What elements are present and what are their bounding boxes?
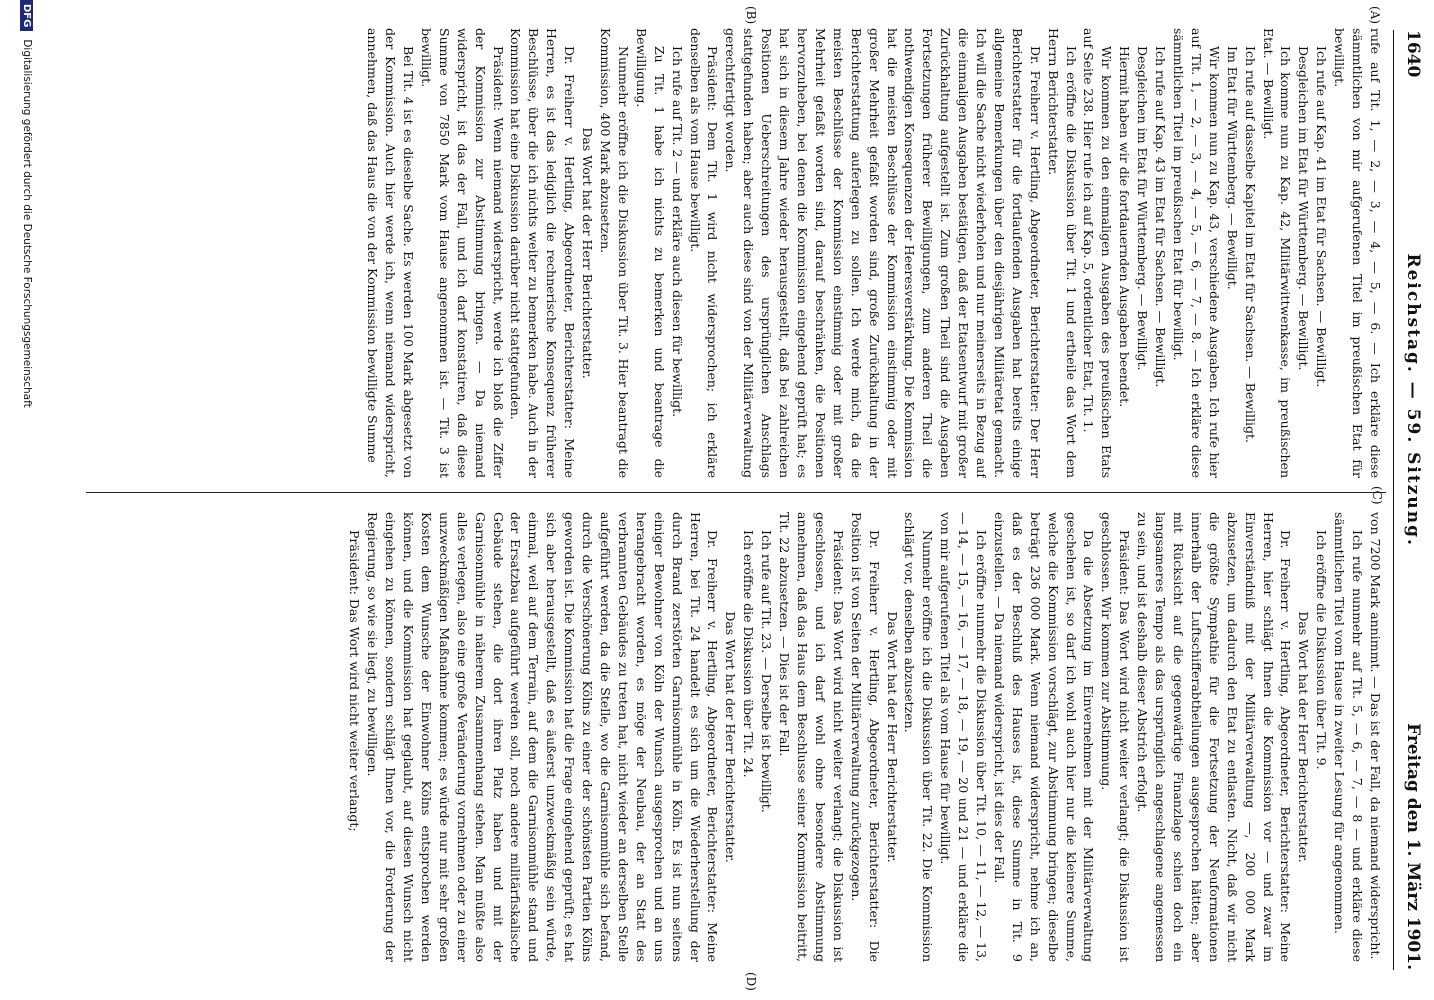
margin-mark-c: (C): [1370, 486, 1384, 505]
paragraph: Ich rufe auf Kap. 43 im Etat für Sachsen. — Bewilligt.: [1153, 46, 1169, 388]
paragraph: Zu Tit. 1 habe ich nichts zu bemerken und beantrage die Bewilligung.: [633, 28, 667, 478]
paragraph: Präsident: Das Wort wird nicht weiter verlangt; die Diskussion ist geschlossen, und ich darf wohl ohne besondere Abstimmung annehmen, daß das Haus dem Beschlusse seiner Kommission beitritt, Tit. 22 abzusetzen. — Dies ist der Fall.: [777, 512, 846, 962]
paragraph: Das Wort hat der Herr Berichterstatter.: [580, 127, 596, 379]
paragraph: Bei Tit. 4 ist es dieselbe Sache. Es werden 100 Mark abgesetzt von der Kommission. Auch hier werde ich, wenn niemand widerspricht, annehmen, daß das Haus die von der Kommission bewilligte Summe: [365, 28, 417, 478]
dfg-logo: DFG: [21, 0, 34, 31]
paragraph: Desgleichen im Etat für Württemberg. — Bewilligt.: [1135, 46, 1151, 371]
running-title: Reichstag. — 59. Sitzung.: [1403, 253, 1423, 547]
page-number: 1640: [1403, 30, 1423, 78]
left-column: [84, 28, 1384, 478]
paragraph: Dr. Freiherr v. Hertling, Abgeordneter, Berichterstatter: Meine Herren, es ist das lediglich die rechnerische Konsequenz früherer Beschlüsse, über die ich nichts weiter zu bemerken habe. Auch in der Kommission hat eine Diskussion darüber nicht stattgefunden.: [508, 28, 578, 478]
paragraph: Ich komme nun zu Kap. 42, Militärwittwenkasse, im preußischen Etat. — Bewilligt.: [1260, 28, 1294, 478]
paragraph: Präsident: Dem Tit. 1 wird nicht widersprochen; ich erkläre denselben als vom Hause bewilligt.: [687, 28, 721, 478]
paragraph: Im Etat für Württemberg. — Bewilligt.: [1224, 46, 1240, 290]
paragraph: rufe auf Tit. 1, — 2, — 3, — 4, — 5, — 6. — Ich erkläre diese sämmtlichen von mir aufgerufenen Titel im preußischen Etat für bewilligt.: [1332, 28, 1383, 478]
paragraph: Dr. Freiherr v. Hertling, Abgeordneter, Berichterstatter: Meine Herren, hier schlägt Ihnen die Kommission vor — und zwar im Einverständniß mit der Militärverwaltung —, 200 000 Mark abzusetzen, um dadurch den Etat zu entlasten. Nicht, daß wir nicht die größte Sympathie für die Fortsetzung der Neuformationen innerhalb der Luftschifferabtheilungen ausgesprochen hätten; aber mit Rücksicht auf die gegenwärtige Finanzlage schien doch ein langsameres Tempo als das ursprünglich angeschlagene angemessen zu sein, und ist deshalb dieser Abstrich erfolgt.: [1135, 512, 1294, 962]
paragraph: Das Wort hat der Herr Berichterstatter.: [1296, 611, 1312, 863]
paragraph: Präsident: Das Wort wird nicht weiter verlangt;: [347, 530, 363, 832]
margin-mark-d: (D): [744, 972, 758, 991]
digitization-credit: [12, 0, 42, 1000]
session-date: Freitag den 1. März 1901.: [1403, 723, 1423, 970]
paragraph: Ich eröffne die Diskussion über Tit. 24.: [741, 530, 757, 778]
paragraph: Wir kommen nun zu Kap. 43, verschiedene Ausgaben. Ich rufe hier auf Tit. 1, — 2, — 3, — 4, — 5, — 6, — 7, — 8. — Ich erkläre diese sämmtlichen Titel im preußischen Etat für bewilligt.: [1171, 28, 1222, 478]
paragraph: Da die Absetzung im Einvernehmen mit der Militärverwaltung geschehen ist, so darf ich wohl auch hier nur die kleinere Summe, welche die Kommission vorschlägt, zur Abstimmung bringen; dieselbe beträgt 236 000 Mark. Wenn niemand widerspricht, nehme ich an, daß es der Beschluß des Hauses ist, diese Summe in Tit. 9 einzustellen. — Da niemand widerspricht, ist dies der Fall.: [991, 512, 1097, 962]
paragraph: Ich rufe auf Tit. 2 — und erkläre auch diesen für bewilligt.: [669, 46, 685, 418]
credit-text: Digitalisierung gefördert durch die Deutsche Forschungsgemeinschaft: [21, 39, 33, 408]
paragraph: Ich eröffne die Diskussion über Tit. 9.: [1314, 530, 1330, 770]
paragraph: Nunmehr eröffne ich die Diskussion über Tit. 22. Die Kommission schlägt vor, denselben abzusetzen.: [902, 512, 936, 962]
paragraph: Wir kommen zu den einmaligen Ausgaben des preußischen Etats auf Seite 238. Hier rufe ich auf Kap. 5, ordentlicher Etat, Tit. 1.: [1081, 28, 1115, 478]
paragraph: Nunmehr eröffne ich die Diskussion über Tit. 3. Hier beantragt die Kommission, 400 Mark abzusetzen.: [598, 28, 631, 478]
paragraph: Das Wort hat der Herr Berichterstatter.: [723, 611, 739, 863]
paragraph: Präsident: Das Wort wird nicht weiter verlangt; die Diskussion ist geschlossen. Wir kommen zur Abstimmung.: [1099, 512, 1133, 962]
paragraph: Dr. Freiherr v. Hertling, Abgeordneter, Berichterstatter: Die Position ist von Seiten der Militärverwaltung zurückgezogen.: [848, 512, 882, 962]
right-column: [84, 512, 1384, 962]
paragraph: Das Wort hat der Herr Berichterstatter.: [884, 611, 900, 863]
paragraph: Dr. Freiherr v. Hertling, Abgeordneter, Berichterstatter: Der Herr Berichterstatter für die fortlaufenden Ausgaben hat bereits einige allgemeine Bemerkungen über den diesjährigen Militäretat gemacht. Ich will die Sache nicht wiederholen und nur meinerseits in Bezug auf die einmaligen Ausgaben bestätigen, daß der Etatsentwurf mit großer Zurückhaltung aufgestellt ist. Zum großen Theil sind die Ausgaben Fortsetzungen früherer Bewilligungen, zum anderen Theil die nothwendigen Konsequenzen der Heeresverstärkung. Die Kommission hat die meisten Beschlüsse der Kommission einstimmig oder mit großer Mehrheit gefaßt worden sind, große Zurückhaltung in der Berichterstattung auferlegen zu sollen. Ich werde mich, da die meisten Beschlüsse der Kommission einstimmig oder mit großer Mehrheit gefaßt worden sind, darauf beschränken, die Positionen hervorzuheben, bei denen die Kommission eingehend geprüft hat; es hat sich in diesem Jahre wieder herausgestellt, daß bei zahlreichen Positionen Ueberschreitungen des ursprünglichen Anschlags stattgefunden haben; aber auch diese sind von der Militärverwaltung gerechtfertigt worden.: [723, 28, 1043, 478]
margin-mark-b: (B): [744, 6, 758, 25]
page-header: [1400, 30, 1426, 970]
paragraph: Ich rufe auf Kap. 41 im Etat für Sachsen. — Bewilligt.: [1314, 46, 1330, 388]
paragraph: Ich rufe auf Tit. 23. — Derselbe ist bewilligt.: [759, 530, 775, 813]
paragraph: Ich eröffne die Diskussion über Tit. 1 und ertheile das Wort dem Herrn Berichterstatter.: [1045, 28, 1079, 478]
paragraph: Ich eröffne nunmehr die Diskussion über Tit. 10, — 11, — 12, — 13, — 14, — 15, — 16, — 17, — 18, — 19, — 20 und 21 — und erkläre die von mir aufgerufenen Titel als vom Hause für bewilligt.: [938, 512, 990, 962]
paragraph: Präsident: Wenn niemand widerspricht, werde ich bloß die Ziffer der Kommission zur Abstimmung bringen. — Da niemand widerspricht, ist das der Fall, und ich darf konstatiren, daß diese Summe von 7850 Mark vom Hause angenommen ist. — Tit. 3 ist bewilligt.: [418, 28, 506, 478]
paragraph: Ich rufe nunmehr auf Tit. 5, — 6, — 7, — 8 — und erkläre diese sämmtlichen Titel vom Hause in zweiter Lesung für angenommen.: [1332, 512, 1366, 962]
paragraph: von 7200 Mark annimmt. — Das ist der Fall, da niemand widerspricht.: [1368, 512, 1383, 960]
margin-mark-a: (A): [1368, 6, 1382, 25]
paragraph: Desgleichen im Etat für Württemberg. — Bewilligt.: [1296, 46, 1312, 371]
paragraph: Hiermit haben wir die fortdauernden Ausgaben beendet.: [1117, 46, 1133, 408]
column-divider: [86, 492, 1386, 493]
paragraph: Ich rufe auf dasselbe Kapitel im Etat für Sachsen. — Bewilligt.: [1242, 46, 1258, 443]
paragraph: Dr. Freiherr v. Hertling, Abgeordneter, Berichterstatter: Meine Herren, bei Tit. 24 handelt es sich um die Wiederherstellung der durch Brand zerstörten Garnisonmühle in Köln. Es ist nun seitens einiger Bewohner von Köln der Wunsch ausgesprochen und an uns herangebracht worden, es möge der Neubau, der an Statt des verbrannten Gebäudes zu treten hat, nicht wieder an derselben Stelle aufgeführt werden, da die Stelle, wo die Garnisonmühle sich befand, durch die Verschönerung Kölns zu einer der schönsten Partien Kölns geworden ist. Die Kommission hat die Frage eingehend geprüft; es hat sich aber herausgestellt, daß es äußerst unzweckmäßig sein würde, einmal, weil auf dem Terrain, auf dem die Garnisonmühle stand und der Ersatzbau aufgeführt werden soll, noch andere militärfiskalische Gebäude stehen, die dort ihren Platz haben und mit der Garnisonmühle in näherem Zusammenhang stehen. Man müßte also alles verlegen, also eine große Veränderung vornehmen oder zu einer unzweckmäßigen Maßnahme kommen; es würde nur mit sehr großen Kosten dem Wunsche der Einwohner Kölns entsprochen werden können, und die Kommission hat geglaubt, auf diesen Wunsch nicht eingehen zu können, sondern schlägt Ihnen vor, die Forderung der Regierung, so wie sie liegt, zu bewilligen.: [365, 512, 721, 962]
header-rule: [1393, 30, 1394, 970]
